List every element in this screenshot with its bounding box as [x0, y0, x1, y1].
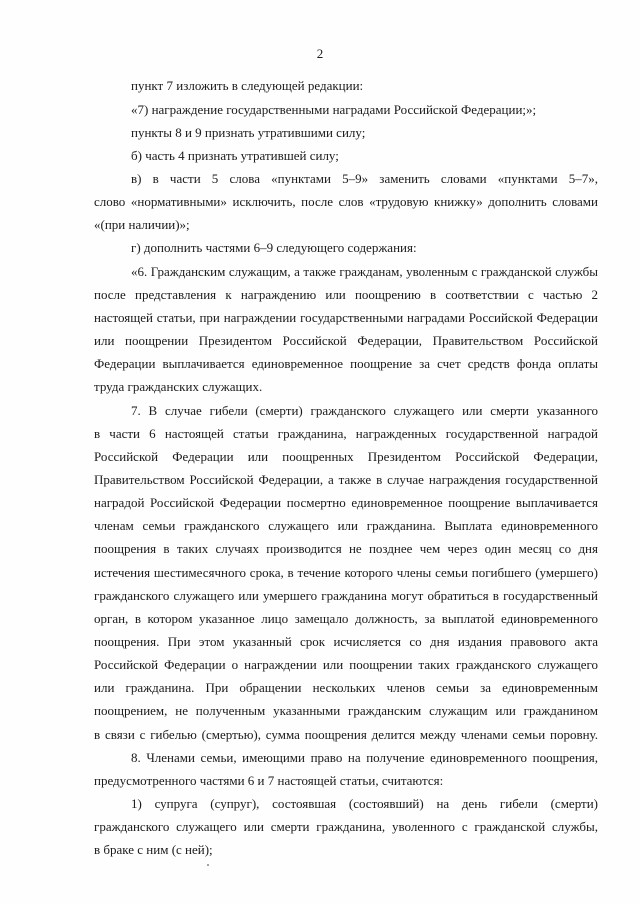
text-line: 1) супруга (супруг), состоявшая (состоявший) на день гибели (смерти) — [131, 796, 598, 811]
text-line: в связи с гибелью (смертью), сумма поощрения делится между членами семьи поровну. — [94, 727, 598, 742]
text-line: поощрения в таких случаях производится не позднее чем через один месяц со дня — [94, 541, 598, 556]
text-line: наградой Российской Федерации посмертно единовременное поощрение выплачивается — [94, 495, 598, 510]
text-line: 7. В случае гибели (смерти) гражданского служащего или смерти указанного — [131, 403, 598, 418]
text-line: в) в части 5 слова «пунктами 5–9» заменить словами «пунктами 5–7», — [131, 171, 598, 186]
text-line: б) часть 4 признать утратившей силу; — [131, 148, 339, 163]
text-line: в части 6 настоящей статьи гражданина, награжденных государственной наградой — [94, 426, 598, 441]
text-line: или гражданина. При обращении нескольких членов семьи за единовременным — [94, 680, 598, 695]
text-line: Российской Федерации или поощренных Президентом Российской Федерации, — [94, 449, 598, 464]
text-line: или поощрении Президентом Российской Федерации, Правительством Российской — [94, 333, 598, 348]
text-line: членам семьи гражданского служащего или гражданина. Выплата единовременного — [94, 518, 598, 533]
text-line: поощрением, не полученным указанными гражданским служащим или гражданином — [94, 703, 598, 718]
scan-speck — [207, 864, 209, 866]
text-line: «7) награждение государственными наградами Российской Федерации;»; — [131, 102, 537, 117]
text-line: после представления к награждению или поощрению в соответствии с частью 2 — [94, 287, 598, 302]
text-line: «6. Гражданским служащим, а также гражданам, уволенным с гражданской службы — [131, 264, 598, 279]
text-line: поощрения. При этом указанный срок исчисляется со дня издания правового акта — [94, 634, 598, 649]
text-line: Федерации выплачивается единовременное поощрение за счет средств фонда оплаты — [94, 356, 598, 371]
text-line: гражданского служащего или умершего гражданина могут обратиться в государственный — [94, 588, 598, 603]
text-line: орган, в котором указанное лицо замещало должность, за выплатой единовременного — [94, 611, 598, 626]
text-line: труда гражданских служащих. — [94, 379, 263, 394]
page-number: 2 — [316, 46, 324, 61]
text-line: пункт 7 изложить в следующей редакции: — [131, 78, 364, 93]
text-line: предусмотренного частями 6 и 7 настоящей статьи, считаются: — [94, 773, 444, 788]
text-line: истечения шестимесячного срока, в течение которого члены семьи погибшего (умершего) — [94, 565, 598, 580]
text-line: г) дополнить частями 6–9 следующего содержания: — [131, 240, 417, 255]
text-line: настоящей статьи, при награждении государственными наградами Российской Федерации — [94, 310, 598, 325]
text-line: гражданского служащего или смерти гражданина, уволенного с гражданской службы, — [94, 819, 598, 834]
text-line: 8. Членами семьи, имеющими право на получение единовременного поощрения, — [131, 750, 598, 765]
text-line: пункты 8 и 9 признать утратившими силу; — [131, 125, 366, 140]
text-line: Российской Федерации о награждении или поощрении таких гражданского служащего — [94, 657, 598, 672]
text-line: слово «нормативными» исключить, после слов «трудовую книжку» дополнить словами — [94, 194, 598, 209]
text-line: Правительством Российской Федерации, а также в случае награждения государственной — [94, 472, 598, 487]
text-line: в браке с ним (с ней); — [94, 842, 213, 857]
text-line: «(при наличии)»; — [94, 217, 190, 232]
